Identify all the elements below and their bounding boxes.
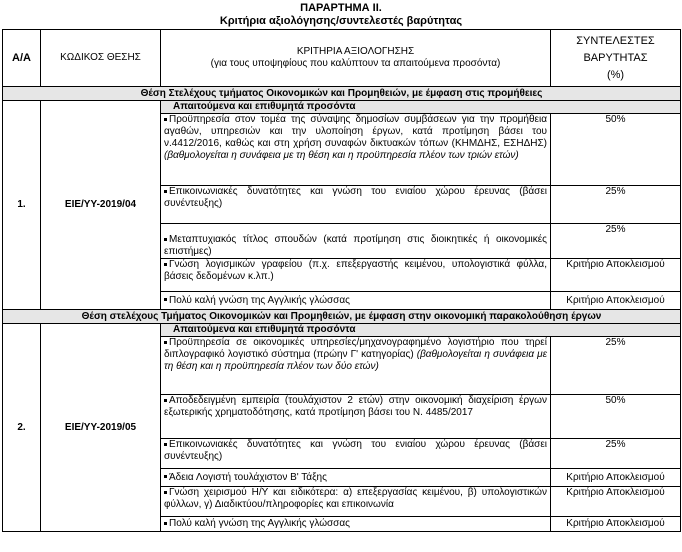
criterion-text: Πολύ καλή γνώση της Αγγλικής γλώσσας — [169, 518, 350, 529]
subheader-row — [3, 324, 681, 337]
header-weight-line1: ΣΥΝΤΕΛΕΣΤΕΣ — [576, 34, 655, 47]
bullet-marker — [164, 190, 167, 193]
criterion-cell — [161, 439, 551, 469]
header-aa: Α/Α — [3, 30, 41, 87]
criterion-cell — [161, 469, 551, 487]
criterion-text: Προϋπηρεσία στον τομέα της σύναψης δημοσίων συμβάσεων για την προμήθεια αγαθών, υπηρεσιών και την υλοποίηση έργων, κατά προτίμηση βάσει του ν.4412/2016, καθώς και στη χρήση συναφών δικτυακών τόπων (ΚΗΜΔΗΣ, ΕΣΗΔΗΣ) — [164, 114, 547, 149]
weight-cell: 25% — [551, 337, 681, 395]
weight-cell: 25% — [551, 439, 681, 469]
bullet-marker — [164, 491, 167, 494]
weight-cell: 50% — [551, 395, 681, 439]
bullet-marker — [164, 238, 167, 241]
weight-cell: 25% — [551, 224, 681, 259]
header-weight-line3: (%) — [606, 68, 625, 81]
weight-cell: Κριτήριο Αποκλεισμού — [551, 292, 681, 310]
weight-cell: Κριτήριο Αποκλεισμού — [551, 259, 681, 292]
criterion-note: (βαθμολογείται η συνάφεια με τη θέση και η προϋπηρεσία πλέον των δύο ετών) — [164, 349, 547, 372]
weight-cell: Κριτήριο Αποκλεισμού — [551, 469, 681, 487]
weight-cell: Κριτήριο Αποκλεισμού — [551, 517, 681, 532]
annex-subtitle: Κριτήρια αξιολόγησης/συντελεστές βαρύτητας — [219, 15, 463, 27]
header-code: ΚΩΔΙΚΟΣ ΘΕΣΗΣ — [41, 30, 161, 87]
criterion-cell — [161, 517, 551, 532]
bullet-marker — [164, 341, 167, 344]
section-title: Θέση στελέχους Τμήματος Οικονομικών και Προμηθειών, με έμφαση στην οικονομική παρακολούθηση έργων — [3, 310, 681, 324]
bullet-marker — [164, 399, 167, 402]
position-code: ΕΙΕ/ΥΥ-2019/04 — [41, 101, 161, 310]
criterion-text: Επικοινωνιακές δυνατότητες και γνώση του ενιαίου χώρου έρευνας (βάσει συνέντευξης) — [164, 186, 547, 209]
weight-cell: 50% — [551, 114, 681, 186]
criterion-cell — [161, 337, 551, 395]
criterion-text: Επικοινωνιακές δυνατότητες και γνώση του ενιαίου χώρου έρευνας (βάσει συνέντευξης) — [164, 439, 547, 462]
subheader-label: Απαιτούμενα και επιθυμητά προσόντα — [161, 324, 681, 337]
criterion-text: Αποδεδειγμένη εμπειρία (τουλάχιστον 2 ετών) στην οικονομική διαχείριση έργων εξωτερικής χρηματοδότησης, κατά προτίμηση βάσει του Ν. 4485/2017 — [164, 395, 547, 418]
weight-cell: Κριτήριο Αποκλεισμού — [551, 487, 681, 517]
position-code: ΕΙΕ/ΥΥ-2019/05 — [41, 324, 161, 532]
criteria-table — [2, 29, 681, 532]
criterion-cell — [161, 186, 551, 224]
table-header-row — [3, 30, 681, 87]
section-title-row — [3, 310, 681, 324]
criterion-text: Πολύ καλή γνώση της Αγγλικής γλώσσας — [169, 294, 350, 306]
criterion-text: Γνώση χειρισμού Η/Υ και ειδικότερα: α) επεξεργασίας κειμένου, β) υπολογιστικών φύλλων, γ) Διαδικτύου/πληροφορίες και επικοινωνία — [164, 487, 547, 510]
criterion-cell — [161, 224, 551, 259]
criterion-text: Προϋπηρεσία σε οικονομικές υπηρεσίες/μηχανογραφημένο λογιστήριο που τηρεί διπλογραφικό λογιστικό σύστημα (πρώην Γ' κατηγορίας) — [164, 337, 547, 360]
criterion-cell — [161, 487, 551, 517]
bullet-marker — [164, 298, 167, 301]
position-number: 1. — [3, 101, 41, 310]
subheader-row — [3, 101, 681, 114]
criterion-text: Μεταπτυχιακός τίτλος σπουδών (κατά προτίμηση στις διοικητικές ή οικονομικές επιστήμες) — [164, 234, 547, 257]
header-criteria — [161, 30, 551, 87]
annex-title: ΠΑΡΑΡΤΗΜΑ ΙΙ. — [300, 2, 382, 14]
section-title: Θέση Στελέχους τμήματος Οικονομικών και Προμηθειών, με έμφαση στις προμήθειες — [3, 87, 681, 101]
weight-cell: 25% — [551, 186, 681, 224]
subheader-label: Απαιτούμενα και επιθυμητά προσόντα — [161, 101, 681, 114]
bullet-marker — [164, 263, 167, 266]
header-weight — [551, 30, 681, 87]
section-title-row — [3, 87, 681, 101]
criterion-note: (βαθμολογείται η συνάφεια με τη θέση και η προϋπηρεσία πλέον των τριών ετών) — [164, 150, 519, 161]
bullet-marker — [164, 443, 167, 446]
criterion-cell — [161, 395, 551, 439]
criterion-text: Άδεια Λογιστή τουλάχιστον Β' Τάξης — [169, 471, 327, 483]
header-criteria-line2: (για τους υποψηφίους που καλύπτουν τα απαιτούμενα προσόντα) — [210, 58, 501, 69]
criterion-cell — [161, 114, 551, 186]
position-number: 2. — [3, 324, 41, 532]
bullet-marker — [164, 522, 167, 525]
header-criteria-line1: ΚΡΙΤΗΡΙΑ ΑΞΙΟΛΟΓΗΣΗΣ — [296, 46, 415, 57]
bullet-marker — [164, 475, 167, 478]
header-weight-line2: ΒΑΡΥΤΗΤΑΣ — [583, 51, 648, 64]
criterion-cell — [161, 259, 551, 292]
criterion-cell — [161, 292, 551, 310]
bullet-marker — [164, 118, 167, 121]
criterion-text: Γνώση λογισμικών γραφείου (π.χ. επεξεργαστής κειμένου, υπολογιστικά φύλλα, βάσεις δεδομένων κ.λπ.) — [164, 259, 547, 282]
